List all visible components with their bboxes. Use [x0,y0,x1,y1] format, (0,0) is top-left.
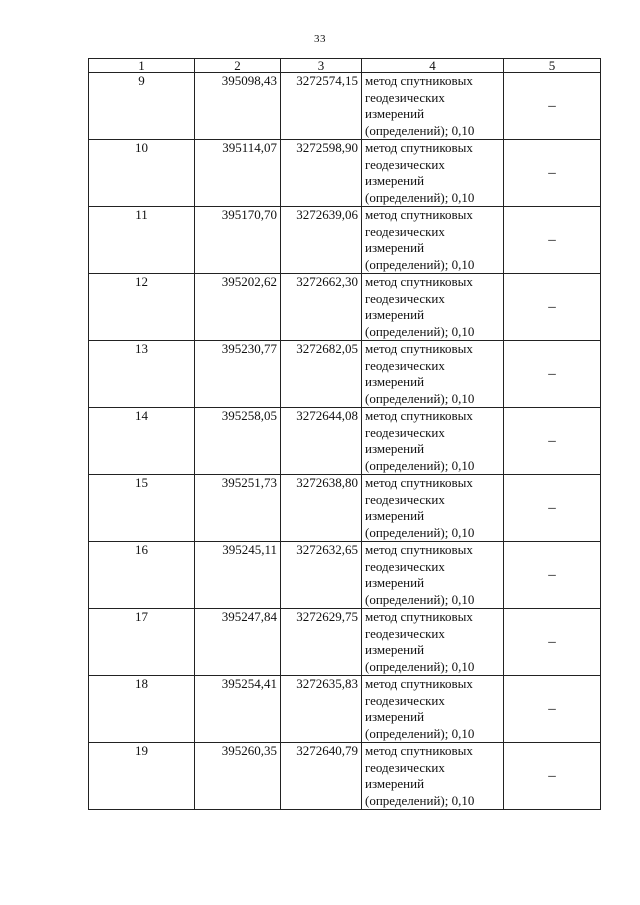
table-row [89,274,601,341]
table-row [89,542,601,609]
y-coordinate-cell: 3272632,65 [281,542,362,609]
method-text-line: измерений [365,441,425,456]
x-coordinate-cell: 395251,73 [195,475,281,542]
method-text-line: (определений); 0,10 [365,122,475,138]
method-text-line: измерений [365,240,425,255]
method-text-line: (определений); 0,10 [365,524,475,540]
method-text-line: измерений [365,106,425,121]
table-row [89,408,601,475]
method-cell [362,140,504,207]
header-row [89,59,601,73]
method-text-line: (определений); 0,10 [365,189,475,205]
method-text-line: геодезических [365,290,445,306]
table-row [89,341,601,408]
method-text-line: метод спутниковых [365,274,473,289]
column-header-5: 5 [504,59,601,73]
method-text-line: измерений [365,307,425,322]
x-coordinate-cell: 395202,62 [195,274,281,341]
table-row [89,676,601,743]
method-text-line: (определений); 0,10 [365,390,475,406]
method-text-line: метод спутниковых [365,140,473,155]
method-text-line: метод спутниковых [365,542,473,557]
x-coordinate-cell: 395245,11 [195,542,281,609]
coordinates-table [88,58,601,810]
note-cell: – [504,73,601,140]
point-number-cell: 15 [89,475,195,542]
note-cell: – [504,207,601,274]
method-text-line: (определений); 0,10 [365,457,475,473]
method-text-line: метод спутниковых [365,207,473,222]
x-coordinate-cell: 395230,77 [195,341,281,408]
x-coordinate-cell: 395260,35 [195,743,281,810]
method-text-line: (определений); 0,10 [365,792,475,808]
y-coordinate-cell: 3272682,05 [281,341,362,408]
method-text-line: измерений [365,374,425,389]
method-text-line: геодезических [365,491,445,507]
note-cell: – [504,140,601,207]
method-text-line: геодезических [365,357,445,373]
table-body [89,73,601,810]
x-coordinate-cell: 395098,43 [195,73,281,140]
method-text-line: геодезических [365,759,445,775]
method-text-line: (определений); 0,10 [365,323,475,339]
method-cell [362,341,504,408]
method-text-line: измерений [365,173,425,188]
method-text-line: (определений); 0,10 [365,725,475,741]
y-coordinate-cell: 3272635,83 [281,676,362,743]
column-header-1: 1 [89,59,195,73]
method-text-line: измерений [365,776,425,791]
table-row [89,609,601,676]
method-text-line: измерений [365,709,425,724]
method-text-line: геодезических [365,89,445,105]
note-cell: – [504,609,601,676]
method-cell [362,743,504,810]
method-cell [362,408,504,475]
method-text-line: (определений); 0,10 [365,658,475,674]
method-cell [362,73,504,140]
y-coordinate-cell: 3272598,90 [281,140,362,207]
point-number-cell: 17 [89,609,195,676]
note-cell: – [504,408,601,475]
note-cell: – [504,542,601,609]
method-text-line: геодезических [365,625,445,641]
x-coordinate-cell: 395258,05 [195,408,281,475]
note-cell: – [504,274,601,341]
method-text-line: геодезических [365,692,445,708]
method-text-line: (определений); 0,10 [365,256,475,272]
x-coordinate-cell: 395247,84 [195,609,281,676]
point-number-cell: 18 [89,676,195,743]
y-coordinate-cell: 3272629,75 [281,609,362,676]
y-coordinate-cell: 3272662,30 [281,274,362,341]
point-number-cell: 13 [89,341,195,408]
method-cell [362,676,504,743]
method-text-line: метод спутниковых [365,408,473,423]
point-number-cell: 11 [89,207,195,274]
note-cell: – [504,475,601,542]
x-coordinate-cell: 395254,41 [195,676,281,743]
y-coordinate-cell: 3272574,15 [281,73,362,140]
x-coordinate-cell: 395170,70 [195,207,281,274]
method-text-line: измерений [365,642,425,657]
point-number-cell: 16 [89,542,195,609]
method-text-line: геодезических [365,223,445,239]
method-text-line: метод спутниковых [365,676,473,691]
method-text-line: метод спутниковых [365,609,473,624]
column-header-4: 4 [362,59,504,73]
point-number-cell: 14 [89,408,195,475]
table-row [89,140,601,207]
x-coordinate-cell: 395114,07 [195,140,281,207]
method-cell [362,475,504,542]
method-text-line: измерений [365,575,425,590]
method-cell [362,542,504,609]
method-text-line: геодезических [365,156,445,172]
method-cell [362,609,504,676]
method-text-line: метод спутниковых [365,341,473,356]
method-text-line: метод спутниковых [365,475,473,490]
method-text-line: измерений [365,508,425,523]
method-text-line: метод спутниковых [365,743,473,758]
table-row [89,73,601,140]
y-coordinate-cell: 3272639,06 [281,207,362,274]
method-text-line: (определений); 0,10 [365,591,475,607]
column-header-2: 2 [195,59,281,73]
point-number-cell: 12 [89,274,195,341]
method-cell [362,207,504,274]
note-cell: – [504,743,601,810]
method-text-line: метод спутниковых [365,73,473,88]
note-cell: – [504,341,601,408]
note-cell: – [504,676,601,743]
page-number: 33 [314,33,326,45]
point-number-cell: 19 [89,743,195,810]
table-row [89,743,601,810]
method-cell [362,274,504,341]
y-coordinate-cell: 3272640,79 [281,743,362,810]
y-coordinate-cell: 3272644,08 [281,408,362,475]
y-coordinate-cell: 3272638,80 [281,475,362,542]
table-row [89,475,601,542]
method-text-line: геодезических [365,558,445,574]
point-number-cell: 9 [89,73,195,140]
table-row [89,207,601,274]
point-number-cell: 10 [89,140,195,207]
column-header-3: 3 [281,59,362,73]
method-text-line: геодезических [365,424,445,440]
